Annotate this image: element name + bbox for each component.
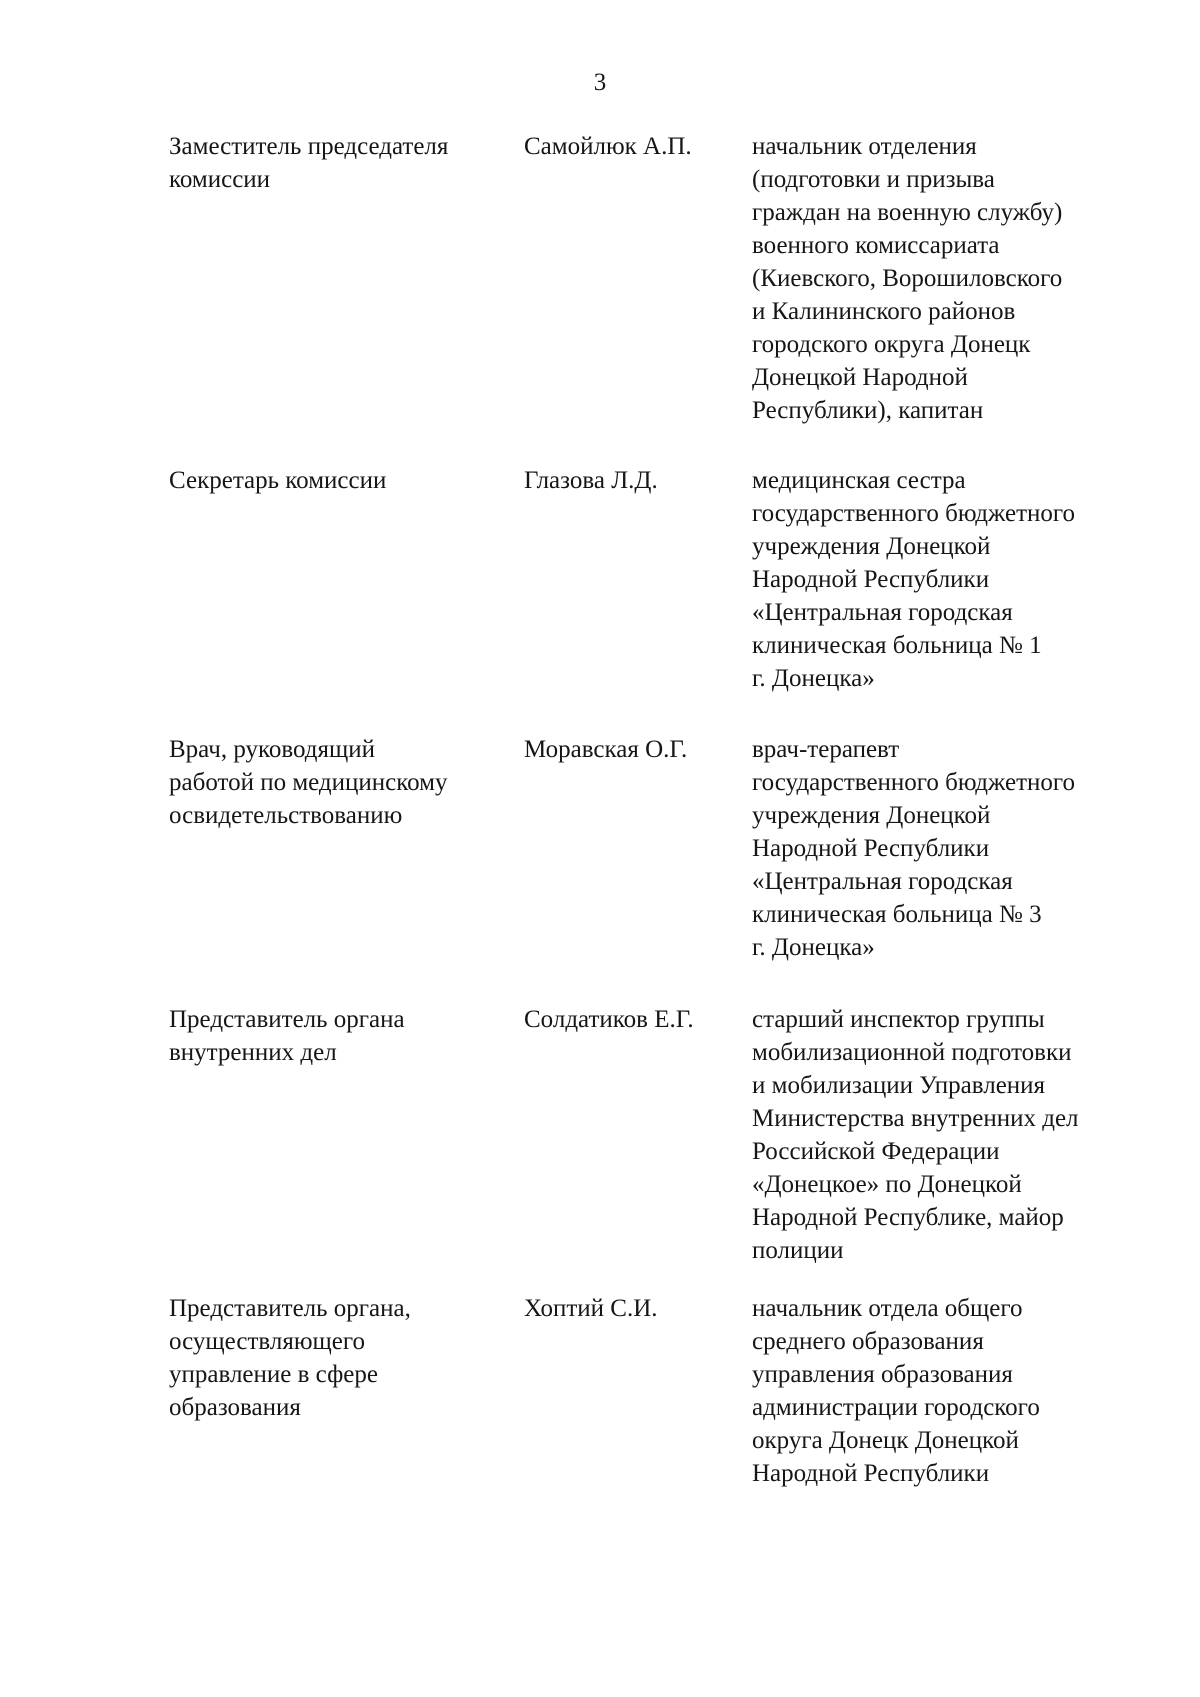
member-name: Хоптий С.И. xyxy=(524,1295,658,1322)
member-role-line: осуществляющего xyxy=(169,1328,365,1355)
member-position-line: старший инспектор группы xyxy=(752,1006,1045,1033)
member-position-line: среднего образования xyxy=(752,1328,984,1355)
member-position-line: врач-терапевт xyxy=(752,736,900,763)
member-position-line: г. Донецка» xyxy=(752,934,875,961)
member-position-line: учреждения Донецкой xyxy=(752,802,991,829)
member-role xyxy=(169,1003,405,1069)
member-position-line: учреждения Донецкой xyxy=(752,533,991,560)
member-position-line: полиции xyxy=(752,1237,844,1264)
member-position-line: клиническая больница № 3 xyxy=(752,901,1042,928)
member-role-line: управление в сфере xyxy=(169,1361,378,1388)
member-position-line: г. Донецка» xyxy=(752,665,875,692)
member-name: Солдатиков Е.Г. xyxy=(524,1006,694,1033)
member-name: Глазова Л.Д. xyxy=(524,467,658,494)
member-position-line: Народной Республики xyxy=(752,566,990,593)
member-role-line: Представитель органа, xyxy=(169,1295,411,1322)
member-role-line: Представитель органа xyxy=(169,1006,405,1033)
member-role-line: внутренних дел xyxy=(169,1039,337,1066)
member-position-line: Донецкой Народной xyxy=(752,364,968,391)
member-position-line: «Центральная городская xyxy=(752,868,1013,895)
member-role-line: Секретарь комиссии xyxy=(169,467,387,494)
member-position-line: государственного бюджетного xyxy=(752,500,1075,527)
member-position-line: (Киевского, Ворошиловского xyxy=(752,265,1063,292)
member-position xyxy=(752,1292,1040,1490)
member-position-line: администрации городского xyxy=(752,1394,1040,1421)
member-role-line: освидетельствованию xyxy=(169,802,403,829)
member-role xyxy=(169,130,448,196)
member-position-line: Народной Республике, майор xyxy=(752,1204,1064,1231)
member-name: Моравская О.Г. xyxy=(524,736,688,763)
member-position-line: граждан на военную службу) xyxy=(752,199,1063,226)
member-position-line: Министерства внутренних дел xyxy=(752,1105,1079,1132)
page-number: 3 xyxy=(593,69,607,96)
member-position-line: клиническая больница № 1 xyxy=(752,632,1042,659)
member-position xyxy=(752,464,1075,695)
member-role-line: комиссии xyxy=(169,166,271,193)
member-role xyxy=(169,733,447,832)
member-position-line: Народной Республики xyxy=(752,1460,990,1487)
member-position-line: Народной Республики xyxy=(752,835,990,862)
member-position-line: округа Донецк Донецкой xyxy=(752,1427,1019,1454)
member-position-line: начальник отдела общего xyxy=(752,1295,1023,1322)
member-position-line: Российской Федерации xyxy=(752,1138,1000,1165)
member-role-line: работой по медицинскому xyxy=(169,769,448,796)
member-position-line: «Центральная городская xyxy=(752,599,1013,626)
member-role-line: образования xyxy=(169,1394,301,1421)
member-position-line: и Калининского районов xyxy=(752,298,1016,325)
member-position-line: начальник отделения xyxy=(752,133,977,160)
member-position xyxy=(752,1003,1079,1267)
member-position-line: и мобилизации Управления xyxy=(752,1072,1046,1099)
member-position-line: управления образования xyxy=(752,1361,1013,1388)
member-position-line: медицинская сестра xyxy=(752,467,966,494)
member-position-line: (подготовки и призыва xyxy=(752,166,995,193)
member-position-line: городского округа Донецк xyxy=(752,331,1031,358)
member-position-line: «Донецкое» по Донецкой xyxy=(752,1171,1022,1198)
member-position xyxy=(752,733,1075,964)
member-role-line: Врач, руководящий xyxy=(169,736,376,763)
member-position-line: мобилизационной подготовки xyxy=(752,1039,1072,1066)
member-role xyxy=(169,1292,411,1424)
member-position-line: Республики), капитан xyxy=(752,397,984,424)
member-name: Самойлюк А.П. xyxy=(524,133,692,160)
member-role xyxy=(169,464,386,497)
member-role-line: Заместитель председателя xyxy=(169,133,449,160)
member-position-line: государственного бюджетного xyxy=(752,769,1075,796)
member-position xyxy=(752,130,1062,427)
member-position-line: военного комиссариата xyxy=(752,232,1000,259)
